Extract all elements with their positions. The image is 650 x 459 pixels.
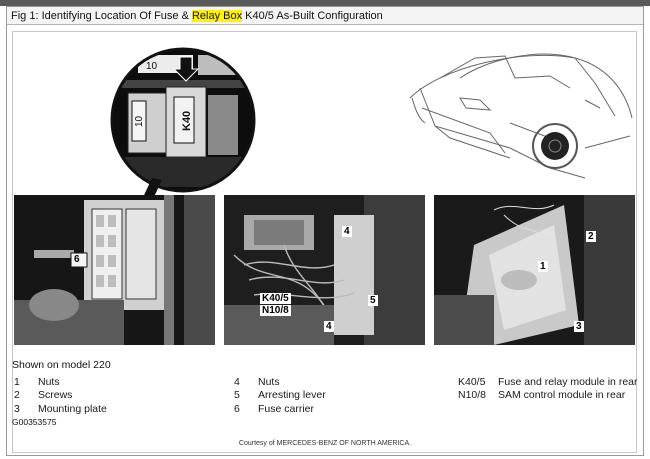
legend-code: K40/5 bbox=[458, 376, 486, 388]
legend-code: N10/8 bbox=[458, 389, 487, 401]
legend-num: 2 bbox=[14, 389, 20, 401]
legend-text: Screws bbox=[38, 389, 73, 401]
legend-text: Fuse carrier bbox=[258, 403, 315, 415]
panel2-callout-4-top: 4 bbox=[344, 226, 350, 237]
photo-panel-fuse-carrier bbox=[14, 195, 215, 345]
legend-text: Arresting lever bbox=[258, 389, 326, 401]
title-suffix: K40/5 As-Built Configuration bbox=[242, 10, 383, 22]
legend-num: 6 bbox=[234, 403, 240, 415]
legend-text: Mounting plate bbox=[38, 403, 107, 415]
fuse-top-label: 10 bbox=[146, 61, 158, 72]
legend-num: 4 bbox=[234, 376, 240, 388]
legend-text: SAM control module in rear bbox=[498, 389, 626, 401]
legend-text: Nuts bbox=[258, 376, 280, 388]
panel2-callout-k40: K40/5 bbox=[262, 293, 289, 304]
legend-text: Nuts bbox=[38, 376, 60, 388]
panel2-callout-5: 5 bbox=[370, 295, 376, 306]
figure-code: G00353575 bbox=[12, 417, 57, 427]
legend-num: 5 bbox=[234, 389, 240, 401]
panel2-callout-n10: N10/8 bbox=[262, 305, 289, 316]
vehicle-illustration bbox=[400, 28, 640, 193]
fuse-right-label: K40 bbox=[181, 110, 193, 131]
legend-num: 1 bbox=[14, 376, 20, 388]
panel1-callout-6: 6 bbox=[74, 254, 80, 265]
legend-text: Fuse and relay module in rear bbox=[498, 376, 638, 388]
panel2-callout-4-bottom: 4 bbox=[326, 321, 332, 332]
legend bbox=[14, 376, 638, 416]
panel3-callout-3: 3 bbox=[576, 321, 582, 332]
title-highlight: Relay Box bbox=[191, 10, 243, 22]
fuse-left-label: 10 bbox=[134, 115, 145, 127]
panel3-callout-2: 2 bbox=[588, 231, 594, 242]
title-prefix: Fig 1: Identifying Location Of Fuse & bbox=[11, 10, 192, 22]
legend-num: 3 bbox=[14, 403, 20, 415]
photo-panel-mounting bbox=[434, 195, 635, 345]
credit-line: Courtesy of MERCEDES-BENZ OF NORTH AMERICA. bbox=[238, 440, 412, 447]
model-caption: Shown on model 220 bbox=[12, 359, 111, 371]
photo-panel-module-location bbox=[224, 195, 425, 345]
panel3-callout-1: 1 bbox=[540, 261, 546, 272]
